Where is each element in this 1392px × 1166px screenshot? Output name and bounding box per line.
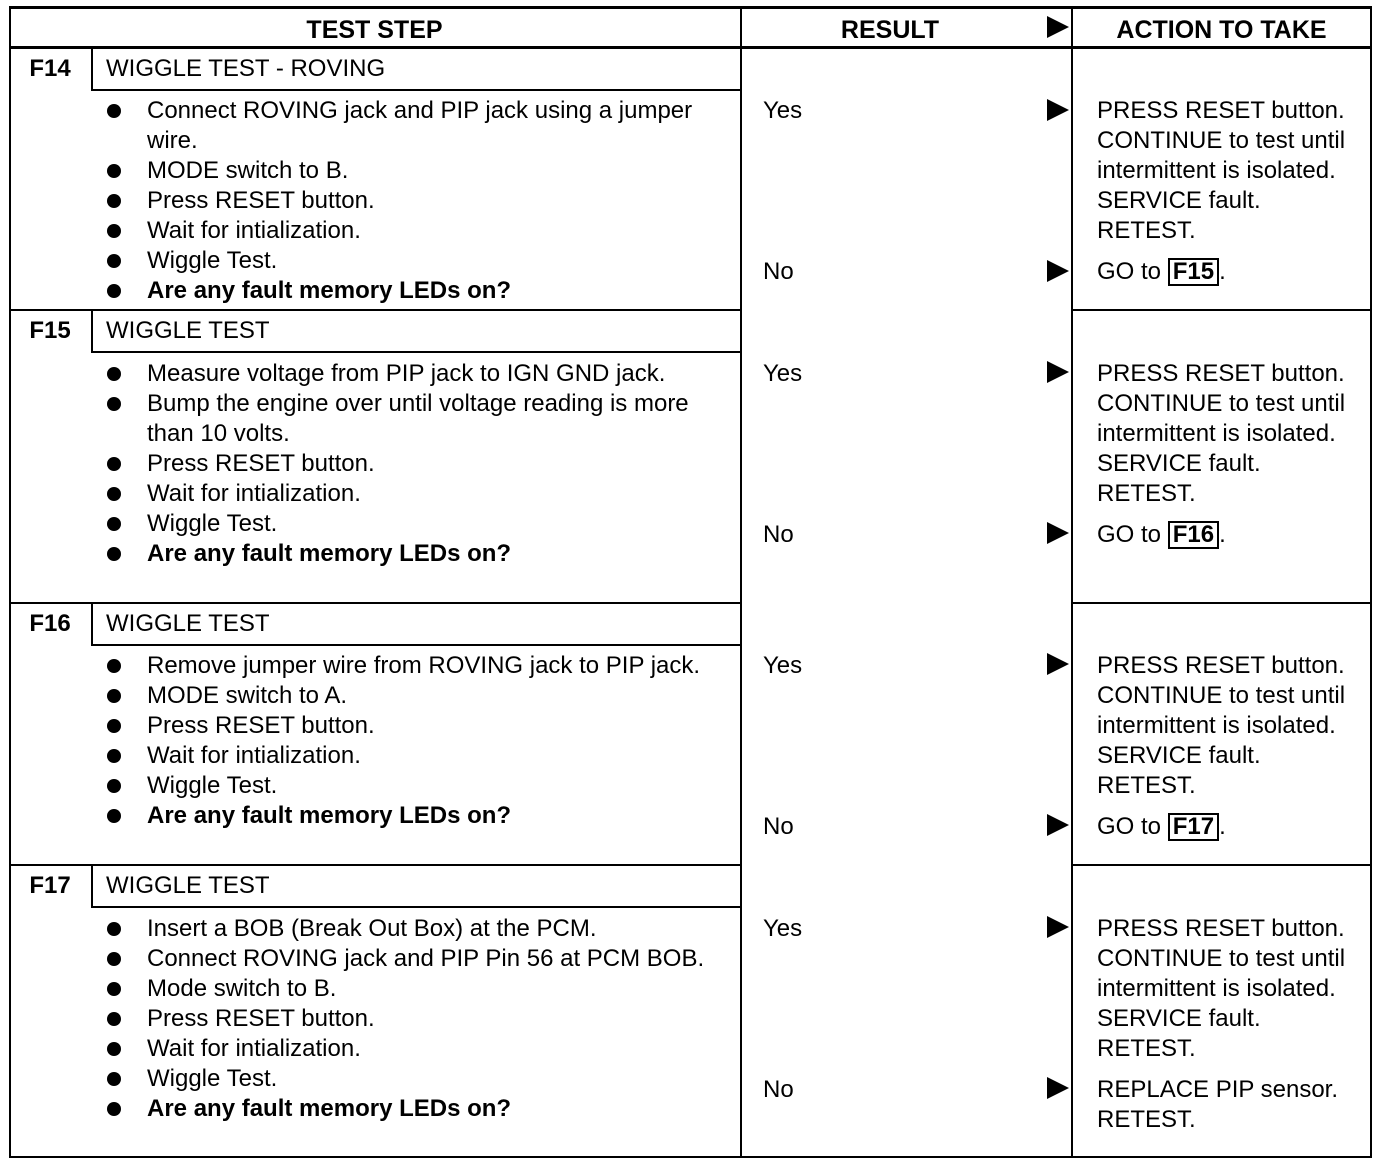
yes-arrow-icon: [1047, 653, 1069, 675]
bullet-icon: [107, 284, 121, 298]
bullet-icon: [107, 457, 121, 471]
yes-arrow-icon: [1047, 916, 1069, 938]
bullet-icon: [107, 809, 121, 823]
bullet-icon: [107, 779, 121, 793]
bullet-icon: [107, 224, 121, 238]
step-title: WIGGLE TEST: [106, 317, 270, 344]
list-item: Wait for intialization.: [101, 216, 721, 246]
list-item: MODE switch to B.: [101, 156, 721, 186]
action-yes: PRESS RESET button. CONTINUE to test until intermittent is isolated. SERVICE fault. RETEST.: [1097, 652, 1346, 799]
list-item: Press RESET button.: [101, 186, 721, 216]
list-item: Measure voltage from PIP jack to IGN GND jack.: [101, 359, 721, 389]
column-divider-action: [1071, 6, 1073, 1158]
action-no: GO to F15 .: [1097, 258, 1226, 285]
question-item: Are any fault memory LEDs on?: [101, 276, 721, 306]
bullet-icon: [107, 689, 121, 703]
code-divider: [91, 604, 93, 646]
step-title: WIGGLE TEST - ROVING: [106, 55, 386, 82]
question-item: Are any fault memory LEDs on?: [101, 1094, 721, 1124]
bullet-icon: [107, 1012, 121, 1026]
action-yes: PRESS RESET button. CONTINUE to test until intermittent is isolated. SERVICE fault. RETEST.: [1097, 915, 1346, 1062]
title-underline: [91, 906, 742, 908]
list-item: Insert a BOB (Break Out Box) at the PCM.: [101, 914, 721, 944]
no-arrow-icon: [1047, 1077, 1069, 1099]
bullet-icon: [107, 719, 121, 733]
table-left-border: [9, 6, 11, 1158]
list-item: Wiggle Test.: [101, 509, 721, 539]
result-yes: Yes: [763, 915, 803, 942]
table-top-border: [9, 6, 1372, 9]
list-item: Press RESET button.: [101, 449, 721, 479]
title-underline: [91, 351, 742, 353]
bullet-icon: [107, 104, 121, 118]
step-reference-box: F16: [1168, 521, 1219, 549]
bullet-icon: [107, 982, 121, 996]
result-no: No: [763, 521, 794, 548]
section-divider-action: [1071, 864, 1372, 866]
bullet-icon: [107, 397, 121, 411]
bullet-icon: [107, 749, 121, 763]
list-item: Wiggle Test.: [101, 246, 721, 276]
list-item: Wiggle Test.: [101, 1064, 721, 1094]
list-item: MODE switch to A.: [101, 681, 721, 711]
result-no: No: [763, 813, 794, 840]
section-divider-action: [1071, 602, 1372, 604]
list-item: Press RESET button.: [101, 1004, 721, 1034]
list-item: Wiggle Test.: [101, 771, 721, 801]
result-yes: Yes: [763, 652, 803, 679]
section-divider-action: [1071, 309, 1372, 311]
bullet-icon: [107, 194, 121, 208]
action-no: GO to F17 .: [1097, 813, 1226, 840]
no-arrow-icon: [1047, 522, 1069, 544]
yes-arrow-icon: [1047, 99, 1069, 121]
no-arrow-icon: [1047, 260, 1069, 282]
list-item: Bump the engine over until voltage reading is more than 10 volts.: [101, 389, 721, 449]
section-divider: [9, 602, 742, 604]
action-no: REPLACE PIP sensor. RETEST.: [1097, 1076, 1339, 1133]
bullet-icon: [107, 659, 121, 673]
step-instructions: [101, 359, 721, 569]
step-instructions: [101, 96, 721, 306]
result-yes: Yes: [763, 360, 803, 387]
bullet-icon: [107, 547, 121, 561]
list-item: Mode switch to B.: [101, 974, 721, 1004]
header-arrow-icon: [1047, 16, 1069, 38]
step-code: F16: [29, 610, 71, 637]
header-result: RESULT: [840, 15, 940, 44]
bullet-icon: [107, 367, 121, 381]
step-reference-box: F15: [1168, 258, 1219, 286]
action-yes: PRESS RESET button. CONTINUE to test until intermittent is isolated. SERVICE fault. RETEST.: [1097, 97, 1346, 244]
bullet-icon: [107, 254, 121, 268]
question-item: Are any fault memory LEDs on?: [101, 801, 721, 831]
code-divider: [91, 48, 93, 90]
step-title: WIGGLE TEST: [106, 872, 270, 899]
question-item: Are any fault memory LEDs on?: [101, 539, 721, 569]
bullet-icon: [107, 922, 121, 936]
bullet-icon: [107, 1072, 121, 1086]
bullet-icon: [107, 952, 121, 966]
no-arrow-icon: [1047, 814, 1069, 836]
action-no: GO to F16 .: [1097, 521, 1226, 548]
list-item: Remove jumper wire from ROVING jack to PIP jack.: [101, 651, 721, 681]
step-code: F17: [29, 872, 71, 899]
result-no: No: [763, 258, 794, 285]
step-code: F14: [29, 55, 71, 82]
action-yes: PRESS RESET button. CONTINUE to test until intermittent is isolated. SERVICE fault. RETEST.: [1097, 360, 1346, 507]
list-item: Connect ROVING jack and PIP jack using a jumper wire.: [101, 96, 721, 156]
list-item: Wait for intialization.: [101, 1034, 721, 1064]
section-divider: [9, 864, 742, 866]
bullet-icon: [107, 1102, 121, 1116]
list-item: Wait for intialization.: [101, 479, 721, 509]
header-action: ACTION TO TAKE: [1116, 15, 1327, 44]
code-divider: [91, 866, 93, 908]
diagnostic-table: [9, 6, 1372, 1158]
list-item: Press RESET button.: [101, 711, 721, 741]
bullet-icon: [107, 517, 121, 531]
bullet-icon: [107, 1042, 121, 1056]
bullet-icon: [107, 164, 121, 178]
step-title: WIGGLE TEST: [106, 610, 270, 637]
bullet-icon: [107, 487, 121, 501]
result-no: No: [763, 1076, 794, 1103]
step-code: F15: [29, 317, 71, 344]
step-reference-box: F17: [1168, 813, 1219, 841]
yes-arrow-icon: [1047, 361, 1069, 383]
title-underline: [91, 89, 742, 91]
step-instructions: [101, 651, 721, 831]
title-underline: [91, 644, 742, 646]
list-item: Wait for intialization.: [101, 741, 721, 771]
step-instructions: [101, 914, 721, 1124]
code-divider: [91, 311, 93, 353]
section-divider: [9, 309, 742, 311]
list-item: Connect ROVING jack and PIP Pin 56 at PCM BOB.: [101, 944, 721, 974]
header-test-step: TEST STEP: [306, 15, 443, 44]
result-yes: Yes: [763, 97, 803, 124]
table-bottom-border: [9, 1156, 1372, 1158]
column-divider-result: [740, 6, 742, 1158]
